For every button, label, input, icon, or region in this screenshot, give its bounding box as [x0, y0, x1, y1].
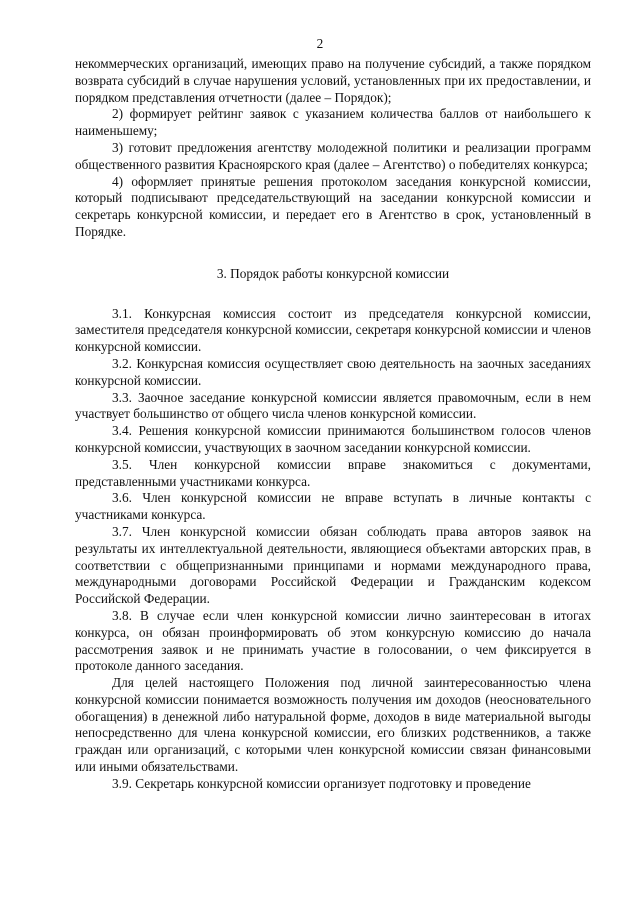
paragraph: 3.1. Конкурсная комиссия состоит из председателя конкурсной комиссии, заместителя председателя конкурсной комиссии, секретаря конкурсной комиссии и членов конкурсной комиссии.: [75, 305, 591, 355]
paragraph: 3.2. Конкурсная комиссия осуществляет свою деятельность на заочных заседаниях конкурсной комиссии.: [75, 355, 591, 388]
section-heading: 3. Порядок работы конкурсной комиссии: [216, 265, 450, 281]
list-item: 3) готовит предложения агентству молодежной политики и реализации программ общественного развития Красноярского края (далее – Агентство) о победителях конкурса;: [75, 139, 591, 172]
page-number: 2: [316, 36, 324, 51]
paragraph: 3.7. Член конкурсной комиссии обязан соблюдать права авторов заявок на результаты их интеллектуальной деятельности, являющиеся объектами авторских прав, в соответствии с общепризнанными принципами и нормами международного права, международными договорами Российской Федерации и Гражданским кодексом Российской Федерации.: [75, 523, 591, 607]
paragraph: 3.9. Секретарь конкурсной комиссии организует подготовку и проведение: [112, 775, 531, 791]
paragraph: 3.5. Член конкурсной комиссии вправе знакомиться с документами, представленными участниками конкурса.: [75, 456, 591, 489]
document-body: [75, 56, 591, 793]
list-item: 2) формирует рейтинг заявок с указанием количества баллов от наибольшего к наименьшему;: [75, 106, 591, 139]
paragraph: 3.3. Заочное заседание конкурсной комиссии является правомочным, если в нем участвует большинство от общего числа членов конкурсной комиссии.: [75, 389, 591, 422]
paragraph: некоммерческих организаций, имеющих право на получение субсидий, а также порядком возврата субсидий в случае нарушения условий, установленных при их предоставлении, и порядком представления отчетности (далее – Порядок);: [75, 56, 591, 105]
paragraph: 3.6. Член конкурсной комиссии не вправе вступать в личные контакты с участниками конкурса.: [75, 490, 591, 523]
paragraph: 3.4. Решения конкурсной комиссии принимаются большинством голосов членов конкурсной комиссии, участвующих в заочном заседании конкурсной комиссии.: [75, 423, 591, 455]
list-item: 4) оформляет принятые решения протоколом заседания конкурсной комиссии, который подписывают председательствующий на заседании конкурсной комиссии и секретарь конкурсной комиссии, и передает его в Агентство в срок, установленный в Порядке.: [75, 173, 591, 239]
paragraph: Для целей настоящего Положения под личной заинтересованностью члена конкурсной комиссии понимается возможность получения им доходов (неосновательного обогащения) в денежной либо натуральной форме, доходов в виде материальной выгоды непосредственно для члена конкурсной комиссии, его близких родственников, а также граждан или организаций, с которыми член конкурсной комиссии связан финансовыми или иными обязательствами.: [75, 675, 591, 775]
paragraph: 3.8. В случае если член конкурсной комиссии лично заинтересован в итогах конкурса, он обязан проинформировать об этом конкурсную комиссию до начала рассмотрения заявок и не принимать участие в голосовании, о чем фиксируется в протоколе данного заседания.: [75, 607, 591, 674]
